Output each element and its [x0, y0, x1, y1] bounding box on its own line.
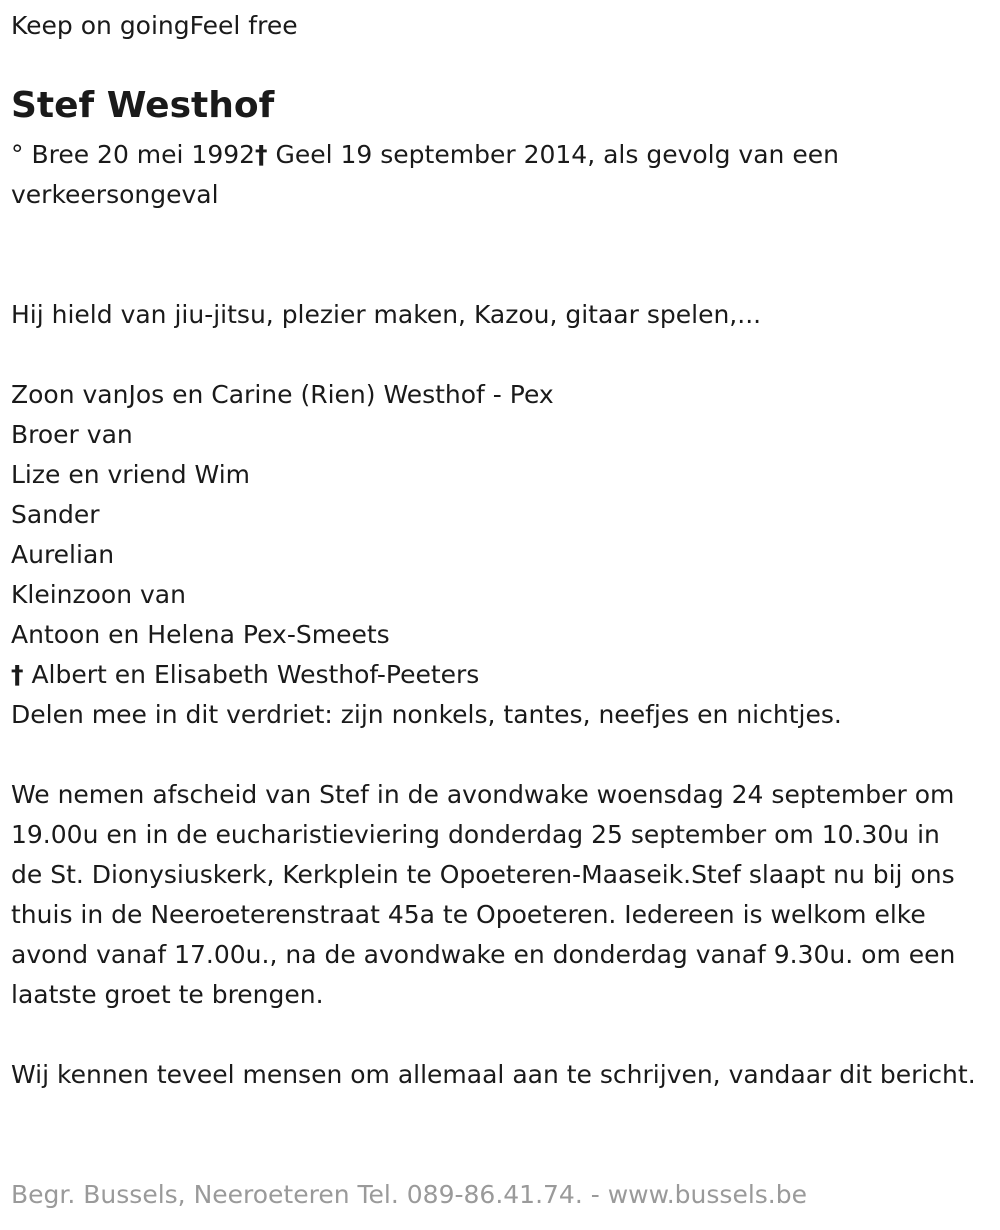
hobbies-line: Hij hield van jiu-jitsu, plezier maken, Kazou, gitaar spelen,...: [11, 300, 762, 329]
sibling-line: Lize en vriend Wim: [11, 460, 251, 489]
sibling-line: Sander: [11, 500, 100, 529]
intro-line: Keep on goingFeel free: [11, 11, 298, 40]
grandparents-line: [11, 655, 976, 695]
obituary-body: [11, 295, 976, 1095]
sibling-line: Aurelian: [11, 540, 115, 569]
deceased-name: Stef Westhof: [11, 85, 275, 126]
birth-death-dates: [11, 135, 911, 215]
paragraph-spacer: [11, 735, 976, 775]
cross-icon: †: [11, 660, 24, 689]
paragraph-spacer: [11, 1015, 976, 1055]
grandparents-line: Antoon en Helena Pex-Smeets: [11, 620, 390, 649]
grandparents-deceased: Albert en Elisabeth Westhof-Peeters: [23, 660, 480, 689]
notice-paragraph: Wij kennen teveel mensen om allemaal aan te schrijven, vandaar dit bericht.: [11, 1060, 976, 1089]
funeral-home-footer: Begr. Bussels, Neeroeteren Tel. 089-86.41.74. - www.bussels.be: [11, 1180, 807, 1209]
grandson-of-label: Kleinzoon van: [11, 580, 186, 609]
death-info: Geel 19 september 2014, als gevolg van een verkeersongeval: [11, 140, 839, 209]
brother-of-label: Broer van: [11, 420, 133, 449]
birth-info: ° Bree 20 mei 1992: [11, 140, 256, 169]
farewell-paragraph: We nemen afscheid van Stef in de avondwake woensdag 24 september om 19.00u en in de eucharistieviering donderdag 25 september om 10.30u in de St. Dionysiuskerk, Kerkplein te Opoeteren-Maaseik.Stef slaapt nu bij ons thuis in de Neeroeterenstraat 45a te Opoeteren. Iedereen is welkom elke avond vanaf 17.00u., na de avondwake en donderdag vanaf 9.30u. om een laatste groet te brengen.: [11, 780, 956, 1009]
share-grief-line: Delen mee in dit verdriet: zijn nonkels, tantes, neefjes en nichtjes.: [11, 700, 842, 729]
cross-icon: †: [255, 140, 268, 169]
paragraph-spacer: [11, 335, 976, 375]
son-of-line: Zoon vanJos en Carine (Rien) Westhof - Pex: [11, 380, 554, 409]
